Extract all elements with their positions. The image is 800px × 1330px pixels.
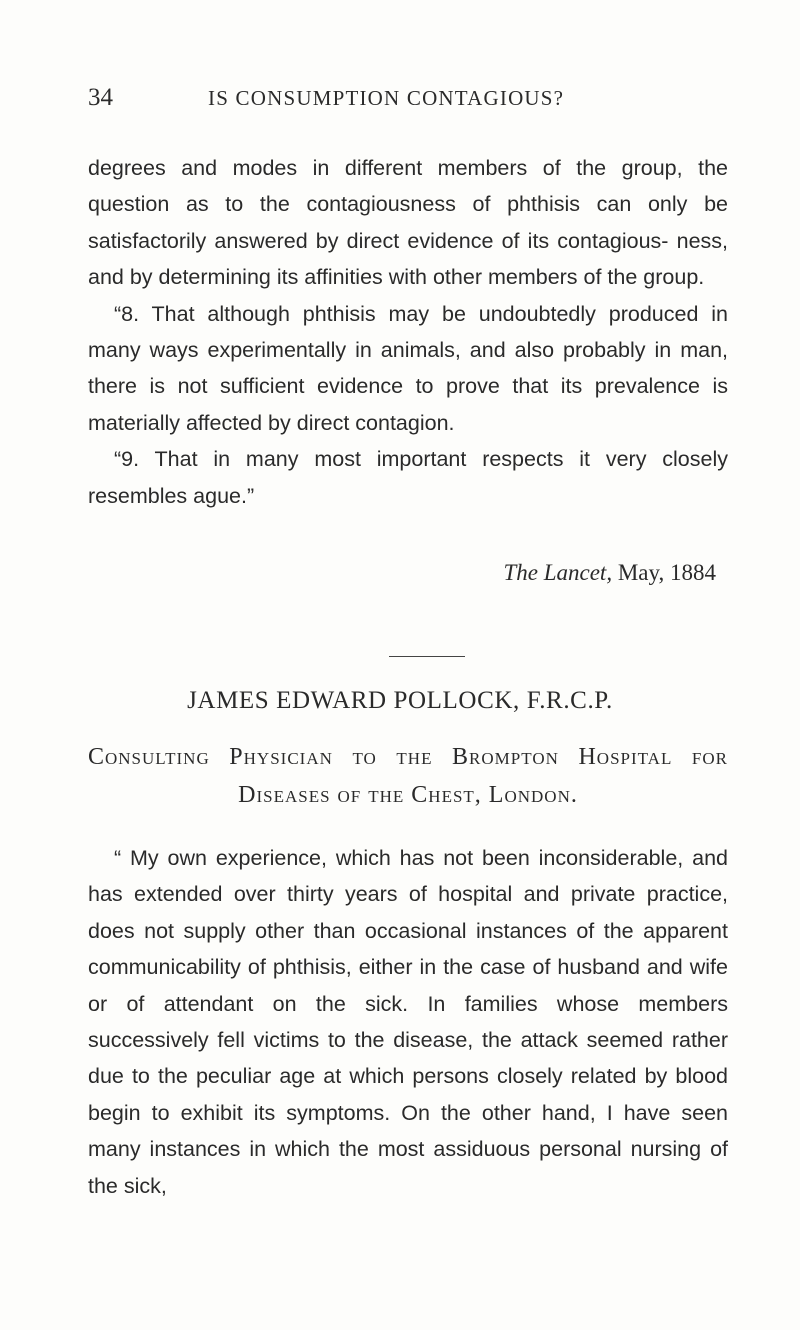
author-affiliation: Consulting Physician to the Brompton Hospital for Diseases of the Chest, London.	[88, 744, 728, 808]
citation-date: May, 1884	[617, 560, 716, 585]
paragraph-point-9: “9. That in many most important respects it very closely resembles ague.”	[88, 447, 728, 508]
body-text-top	[88, 150, 728, 514]
citation-publication: The Lancet,	[503, 560, 613, 585]
running-header	[88, 84, 748, 118]
section-divider	[389, 656, 465, 657]
running-title: IS CONSUMPTION CONTAGIOUS?	[208, 86, 565, 110]
page-number: 34	[88, 84, 113, 111]
paragraph-point-8: “8. That although phthisis may be undoubtedly produced in many ways experimentally in animals, and also probably in man, there is not sufficient evidence to prove that its prevalence is materially affected by direct contagion.	[88, 301, 728, 435]
author-name-heading: JAMES EDWARD POLLOCK, F.R.C.P.	[187, 687, 613, 714]
quote-paragraph: “ My own experience, which has not been inconsiderable, and has extended over thirty years of hospital and private practice, does not supply other than occasional instances of the apparent communicability of phthisis, either in the case of husband and wife or of attendant on the sick. In families whose members successively fell victims to the disease, the attack seemed rather due to the peculiar age at which persons closely related by blood begin to exhibit its symptoms. On the other hand, I have seen many instances in which the most assiduous personal nursing of the sick,	[88, 846, 728, 1198]
body-text-quote	[88, 840, 728, 1204]
paragraph-continued: degrees and modes in different members of the group, the question as to the contagiousness of phthisis can only be satisfactorily answered by direct evidence of its contagious- ness, and by determining its affinities with other members of the group.	[88, 156, 728, 290]
source-citation	[503, 560, 716, 586]
